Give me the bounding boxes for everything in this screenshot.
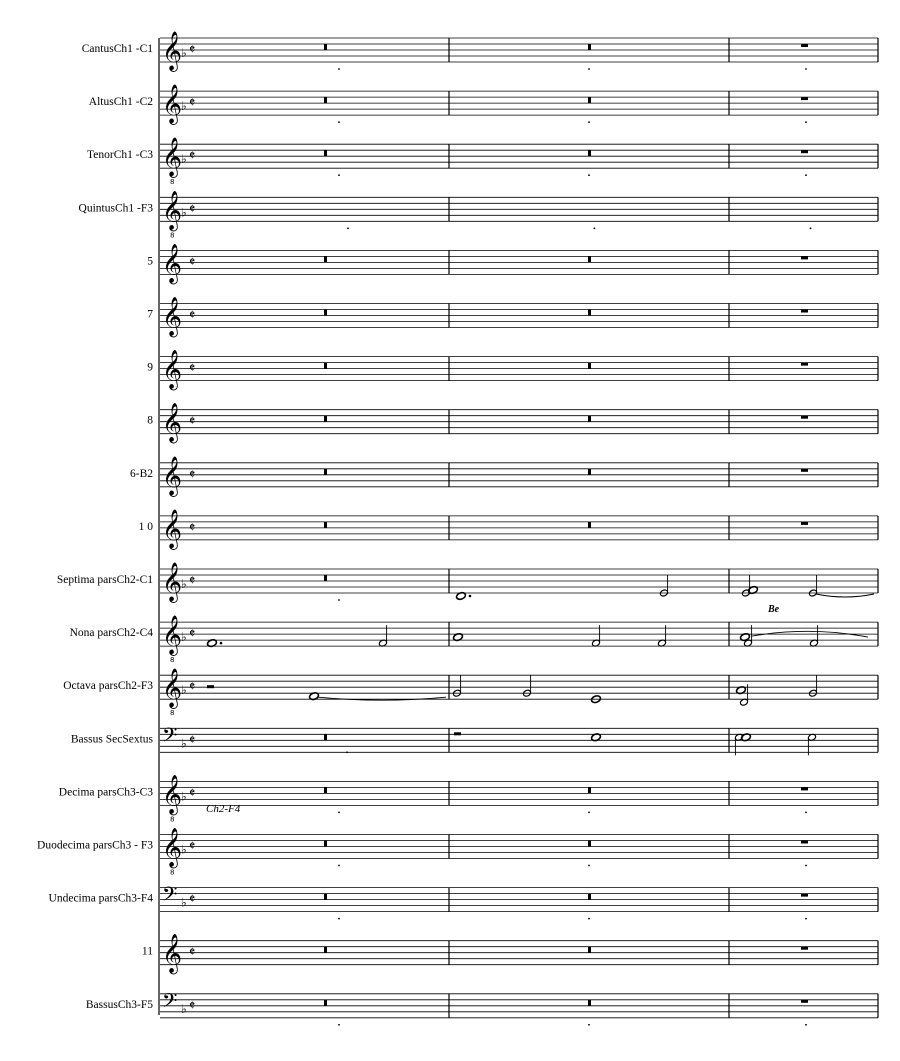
dot bbox=[346, 751, 348, 753]
cut-time-icon: 𝄵 bbox=[189, 944, 196, 961]
staff bbox=[160, 243, 878, 284]
breve-rest-icon bbox=[324, 1000, 327, 1006]
staff bbox=[160, 456, 878, 497]
cut-time-icon: 𝄵 bbox=[189, 466, 196, 483]
breve-rest-icon bbox=[324, 150, 327, 156]
staff bbox=[160, 84, 878, 125]
staff bbox=[160, 403, 878, 444]
staff bbox=[160, 137, 878, 186]
semibreve-rest-icon bbox=[207, 685, 214, 688]
octave-8-icon: 8 bbox=[170, 656, 175, 665]
breve-rest-icon bbox=[588, 416, 591, 422]
cut-time-icon: 𝄵 bbox=[189, 254, 196, 271]
dot bbox=[338, 599, 340, 601]
dot bbox=[588, 121, 590, 123]
cut-time-icon: 𝄵 bbox=[189, 679, 196, 696]
cut-time-icon: 𝄵 bbox=[189, 732, 196, 749]
staff-label: 9 bbox=[147, 361, 153, 374]
breve-rest-icon bbox=[588, 44, 591, 50]
breve-rest-icon bbox=[324, 522, 327, 528]
semibreve-rest-icon bbox=[801, 416, 808, 419]
semibreve-rest-icon bbox=[801, 44, 808, 47]
treble-clef-icon: 𝄞 bbox=[162, 933, 183, 974]
breve-rest-icon bbox=[324, 734, 327, 740]
bass-clef-icon: 𝄢 bbox=[162, 723, 178, 752]
dot bbox=[805, 121, 807, 123]
staff-label: BassusCh3-F5 bbox=[85, 998, 153, 1011]
staff bbox=[160, 350, 878, 391]
dot bbox=[338, 812, 340, 814]
staff bbox=[160, 31, 878, 72]
cut-time-icon: 𝄵 bbox=[189, 997, 196, 1014]
flat-icon: ♭ bbox=[181, 789, 187, 804]
staff bbox=[160, 774, 878, 823]
staff bbox=[160, 668, 878, 717]
flat-icon: ♭ bbox=[181, 577, 187, 591]
cut-time-icon: 𝄵 bbox=[189, 785, 196, 802]
semibreve-rest-icon bbox=[801, 150, 808, 153]
breve-rest-icon bbox=[588, 947, 591, 953]
semibreve-rest-icon bbox=[801, 97, 808, 100]
breve-rest-icon bbox=[324, 97, 327, 103]
dot bbox=[805, 918, 807, 920]
cut-time-icon: 𝄵 bbox=[189, 891, 196, 908]
treble-clef-icon: 𝄞 bbox=[162, 31, 183, 71]
flat-icon: ♭ bbox=[181, 1001, 187, 1016]
semibreve-rest-icon bbox=[801, 841, 808, 844]
staff bbox=[160, 190, 878, 239]
dot bbox=[805, 812, 807, 814]
staff-label: 8 bbox=[147, 414, 153, 427]
staff-label: 5 bbox=[147, 255, 153, 268]
dot bbox=[805, 174, 807, 176]
semibreve-rest-icon bbox=[454, 732, 461, 735]
octave-8-icon: 8 bbox=[170, 709, 175, 718]
semibreve-rest-icon bbox=[801, 947, 808, 950]
breve-rest-icon bbox=[588, 841, 591, 847]
dot bbox=[588, 812, 590, 814]
staff-label: 11 bbox=[141, 945, 153, 958]
cut-time-icon: 𝄵 bbox=[189, 307, 196, 324]
flat-icon: ♭ bbox=[181, 895, 187, 910]
staff-label: CantusCh1 -C1 bbox=[81, 43, 153, 55]
staff-label: Bassus SecSextus bbox=[70, 733, 153, 746]
cut-time-icon: 𝄵 bbox=[189, 148, 196, 165]
dot bbox=[805, 1024, 807, 1026]
staff-label: Septima parsCh2-C1 bbox=[56, 574, 153, 586]
breve-rest-icon bbox=[588, 894, 591, 900]
dot bbox=[588, 865, 590, 867]
treble-clef-icon: 𝄞 bbox=[162, 296, 183, 337]
staff-label: Nona parsCh2-C4 bbox=[69, 627, 153, 640]
dot bbox=[805, 865, 807, 867]
nona-annotation: Be bbox=[768, 604, 780, 615]
cut-time-icon: 𝄵 bbox=[189, 413, 196, 430]
tie bbox=[318, 697, 446, 700]
breve-rest-icon bbox=[588, 310, 591, 316]
cut-time-icon: 𝄵 bbox=[189, 838, 196, 855]
semibreve-rest-icon bbox=[801, 469, 808, 472]
tie bbox=[816, 594, 874, 597]
dot bbox=[338, 865, 340, 867]
bass-clef-icon: 𝄢 bbox=[162, 882, 178, 911]
staff-label: QuintusCh1 -F3 bbox=[78, 202, 153, 215]
treble-clef-icon: 𝄞 bbox=[162, 827, 183, 868]
flat-icon: ♭ bbox=[181, 205, 187, 220]
breve-rest-icon bbox=[324, 575, 327, 581]
dot bbox=[338, 68, 340, 70]
staff-music bbox=[207, 675, 818, 706]
breve-rest-icon bbox=[588, 256, 591, 262]
staff-label: 6-B2 bbox=[130, 467, 153, 480]
staff bbox=[160, 989, 878, 1026]
treble-clef-icon: 𝄞 bbox=[162, 508, 183, 549]
breve-rest-icon bbox=[588, 363, 591, 369]
dot bbox=[338, 121, 340, 123]
breve-rest-icon bbox=[324, 787, 327, 793]
staff bbox=[160, 828, 878, 877]
staff-label: TenorCh1 -C3 bbox=[87, 149, 153, 162]
breve-rest-icon bbox=[588, 469, 591, 475]
staff-labels bbox=[37, 43, 153, 1011]
semibreve-rest-icon bbox=[801, 787, 808, 790]
treble-clef-icon: 𝄞 bbox=[162, 349, 183, 390]
staff-label: 7 bbox=[147, 308, 153, 321]
treble-clef-icon: 𝄞 bbox=[162, 243, 183, 284]
treble-clef-icon: 𝄞 bbox=[162, 190, 183, 231]
treble-clef-icon: 𝄞 bbox=[162, 562, 183, 602]
staff-label: Undecima parsCh3-F4 bbox=[48, 892, 153, 905]
staff bbox=[160, 297, 878, 338]
cut-time-icon: 𝄵 bbox=[189, 573, 196, 589]
cut-time-icon: 𝄵 bbox=[189, 626, 196, 643]
flat-icon: ♭ bbox=[181, 46, 187, 60]
breve-rest-icon bbox=[588, 787, 591, 793]
staff-system bbox=[160, 31, 878, 1026]
breve-rest-icon bbox=[588, 1000, 591, 1006]
octave-8-icon: 8 bbox=[170, 868, 175, 877]
breve-rest-icon bbox=[324, 894, 327, 900]
breve-rest-icon bbox=[324, 469, 327, 475]
dot bbox=[338, 1024, 340, 1026]
breve-rest-icon bbox=[324, 44, 327, 50]
decima-annotation: Ch2-F4 bbox=[206, 803, 241, 815]
cut-time-icon: 𝄵 bbox=[189, 95, 196, 112]
octave-8-icon: 8 bbox=[170, 231, 175, 240]
treble-clef-icon: 𝄞 bbox=[162, 455, 183, 496]
treble-clef-icon: 𝄞 bbox=[162, 615, 183, 656]
dot bbox=[347, 227, 349, 229]
semibreve-rest-icon bbox=[801, 256, 808, 259]
staff bbox=[160, 934, 878, 975]
cut-time-icon: 𝄵 bbox=[189, 201, 196, 218]
dot bbox=[588, 174, 590, 176]
staff-music bbox=[324, 575, 874, 601]
dot bbox=[594, 227, 596, 229]
staff-label: Duodecima parsCh3 - F3 bbox=[37, 839, 153, 852]
breve-rest-icon bbox=[324, 256, 327, 262]
staff bbox=[160, 615, 878, 664]
breve-rest-icon bbox=[324, 363, 327, 369]
octave-8-icon: 8 bbox=[170, 815, 175, 824]
cut-time-icon: 𝄵 bbox=[189, 42, 196, 58]
treble-clef-icon: 𝄞 bbox=[162, 84, 183, 125]
flat-icon: ♭ bbox=[181, 152, 187, 167]
dot bbox=[810, 227, 812, 229]
dot bbox=[338, 174, 340, 176]
staff-label: AltusCh1 -C2 bbox=[88, 96, 153, 109]
dot bbox=[338, 918, 340, 920]
augmentation-dot bbox=[220, 642, 223, 645]
dot bbox=[805, 68, 807, 70]
semibreve-rest-icon bbox=[801, 894, 808, 897]
staff bbox=[160, 509, 878, 550]
cut-time-icon: 𝄵 bbox=[189, 519, 196, 536]
augmentation-dot bbox=[469, 595, 472, 598]
treble-clef-icon: 𝄞 bbox=[162, 668, 183, 709]
breve-rest-icon bbox=[588, 522, 591, 528]
staff bbox=[160, 883, 878, 920]
flat-icon: ♭ bbox=[181, 99, 187, 114]
breve-rest-icon bbox=[324, 947, 327, 953]
semibreve-rest-icon bbox=[801, 310, 808, 313]
breve-rest-icon bbox=[324, 841, 327, 847]
semibreve-rest-icon bbox=[801, 363, 808, 366]
breve-rest-icon bbox=[324, 416, 327, 422]
breve-rest-icon bbox=[324, 310, 327, 316]
breve-rest-icon bbox=[588, 150, 591, 156]
dot bbox=[588, 918, 590, 920]
octave-8-icon: 8 bbox=[170, 178, 175, 187]
flat-icon: ♭ bbox=[181, 842, 187, 857]
flat-icon: ♭ bbox=[181, 630, 187, 645]
staff bbox=[160, 723, 878, 752]
semibreve-rest-icon bbox=[801, 522, 808, 525]
cut-time-icon: 𝄵 bbox=[189, 360, 196, 377]
dot bbox=[588, 1024, 590, 1026]
staff-label: 1 0 bbox=[138, 520, 153, 533]
treble-clef-icon: 𝄞 bbox=[162, 774, 183, 815]
staff bbox=[160, 562, 878, 603]
flat-icon: ♭ bbox=[181, 683, 187, 698]
treble-clef-icon: 𝄞 bbox=[162, 137, 183, 178]
staff-label: Octava parsCh2-F3 bbox=[63, 680, 153, 693]
flat-icon: ♭ bbox=[181, 736, 187, 751]
dot bbox=[588, 68, 590, 70]
breve-rest-icon bbox=[588, 97, 591, 103]
bass-clef-icon: 𝄢 bbox=[162, 988, 178, 1017]
staff-label: Decima parsCh3-C3 bbox=[58, 786, 153, 799]
treble-clef-icon: 𝄞 bbox=[162, 402, 183, 443]
staff-music bbox=[324, 732, 817, 755]
semibreve-rest-icon bbox=[801, 1000, 808, 1003]
